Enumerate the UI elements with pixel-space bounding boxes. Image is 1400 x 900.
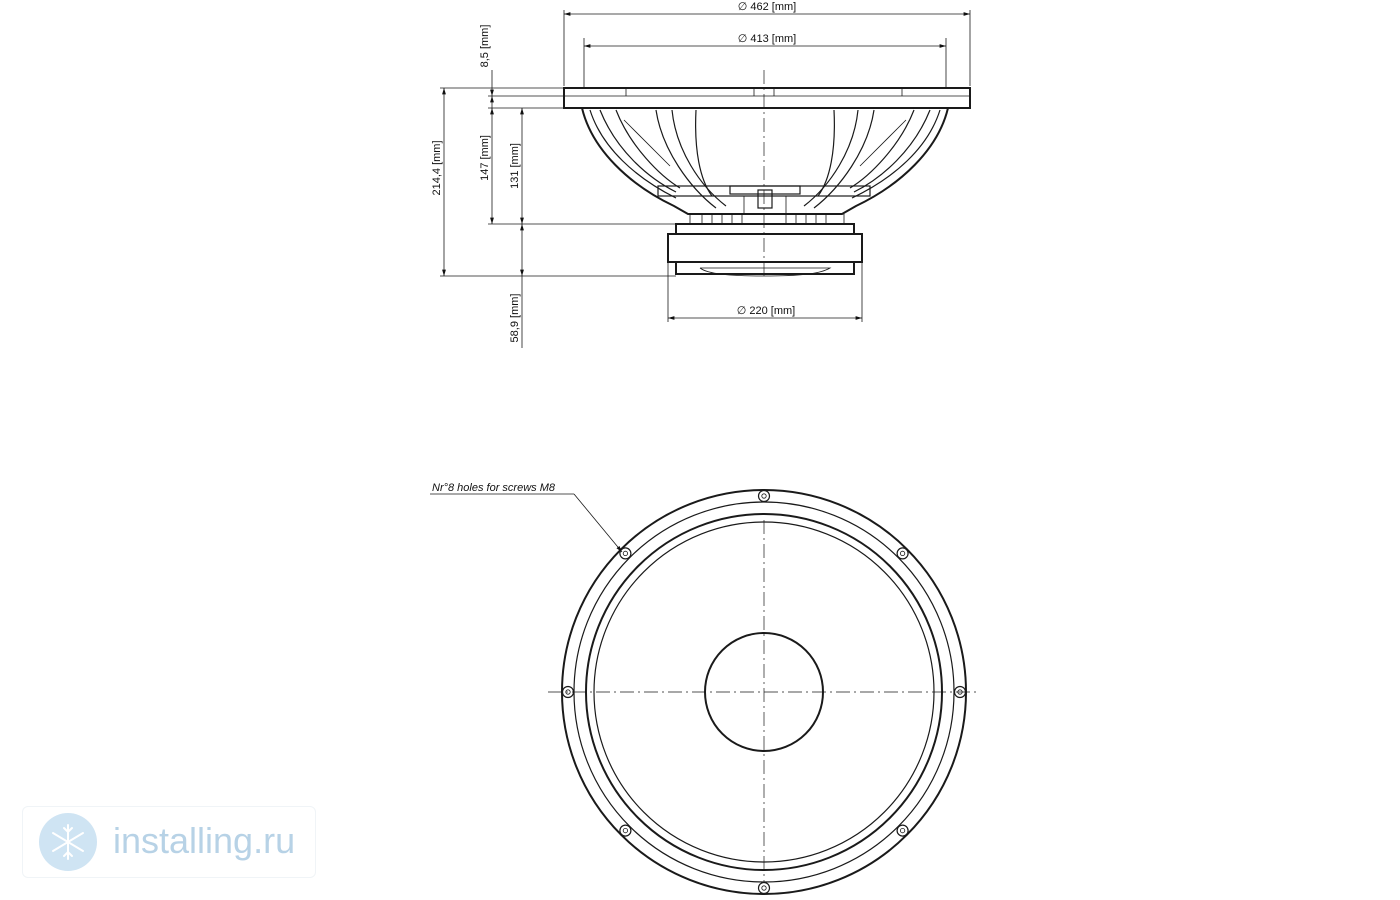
watermark — [22, 806, 316, 878]
dim-mounting-depth: 131 [mm] — [509, 143, 521, 189]
dim-overall-depth: 214,4 [mm] — [431, 140, 443, 196]
side-view — [431, 1, 970, 348]
holes-note: Nr°8 holes for screws M8 — [432, 482, 555, 494]
basket-outline — [582, 108, 948, 214]
dim-magnet-depth: 58,9 [mm] — [509, 293, 521, 343]
screw-hole-center — [623, 551, 627, 555]
screw-hole — [759, 491, 770, 502]
dim-flange-thickness: 8,5 [mm] — [479, 24, 491, 68]
dim-magnet-diameter: ∅ 220 [mm] — [736, 305, 796, 317]
screw-hole-center — [762, 494, 766, 498]
screw-hole — [897, 825, 908, 836]
front-view — [430, 482, 980, 894]
screw-hole-center — [762, 886, 766, 890]
screw-hole — [620, 548, 631, 559]
magnet-assembly — [668, 224, 862, 276]
snowflake-logo-icon — [39, 813, 97, 871]
screw-hole — [620, 825, 631, 836]
screw-hole-center — [623, 828, 627, 832]
screw-hole-center — [900, 828, 904, 832]
screw-hole — [759, 883, 770, 894]
mounting-flange — [564, 88, 970, 108]
screw-hole-center — [900, 551, 904, 555]
dim-outer-diameter: ∅ 462 [mm] — [737, 1, 797, 13]
screw-hole — [897, 548, 908, 559]
cooling-vents — [690, 214, 844, 224]
dim-cutout-diameter: ∅ 413 [mm] — [737, 33, 797, 45]
dim-basket-depth: 147 [mm] — [479, 135, 491, 181]
watermark-text: installing.ru — [113, 820, 296, 861]
